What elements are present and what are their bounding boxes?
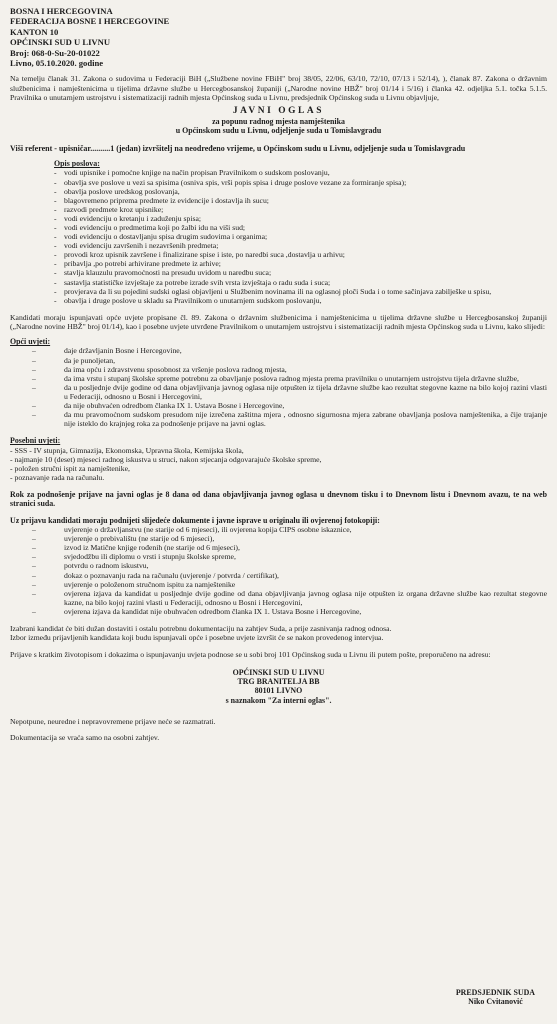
court-address [10,668,547,706]
selected-candidate-note: Izabrani kandidat će biti dužan dostaviti i ostalu potrebnu dokumentaciju na zahtjev Suda, a prije zasnivanja radnog odnosa. [10,624,392,634]
notice-title: JAVNI OGLAS [232,106,325,117]
list-item: - stavlja klauzulu pravomoćnosti na presudu uvidom u naredbu suca; [10,268,547,277]
list-item: - vodi evidenciju o predmetima koji po žalbi idu na viši sud; [10,223,547,232]
list-item: - blagovremeno priprema predmete iz evidencije i dostavlja ih sucu; [10,196,547,205]
list-item: - SSS - IV stupnja, Gimnazija, Ekonomska, Upravna škola, Kemijska škola, [10,445,244,455]
list-item: - vodi upisnike i pomoćne knjige na način propisan Pravilnikom o sudskom poslovanju, [10,168,547,177]
list-item: - vodi evidenciju o dostavljanju spisa drugim sudovima i organima; [10,232,547,241]
documents-heading: Uz prijavu kandidati moraju podnijeti slijedeće dokumente i javne isprave u originalu ili ovjerenoj fotokopiji: [10,515,380,525]
duties-list [10,168,547,304]
list-item: - vodi evidenciju završenih i nezavršenih predmeta; [10,241,547,250]
header-court: OPĆINSKI SUD U LIVNU [10,37,111,48]
documents-list [10,525,547,616]
list-item: - položen stručni ispit za namještenike, [10,463,130,473]
address-street: TRG BRANITELJA BB [237,677,320,687]
duties-section [10,159,547,168]
address-court-name: OPĆINSKI SUD U LIVNU [232,667,325,677]
list-item: – svjedodžbu ili diplomu o vrsti i stupnju školske spreme, [10,552,547,561]
general-conditions-list [10,346,547,428]
list-item: – izvod iz Matične knjige rođenih (ne starije od 6 mjeseci), [10,543,547,552]
list-item: – uvjerenje o prebivalištu (ne starije od 6 mjeseci), [10,534,547,543]
subtitle-line-2: u Općinskom sudu u Livnu, odjeljenje suda u Tomislavgradu [175,126,382,136]
list-item: - pribavlja ,po potrebi arhivirane predmete iz arhive; [10,259,547,268]
list-item: – da u posljednje dvije godine od dana objavljivanja javnog oglasa nije otpušten iz tijela državne službe kao rezultat stegovne kazne na bilo kojoj razini vlasti u Federaciji, odnosno u Bosni i Hercegovini, [10,383,547,401]
list-item: – da nije obuhvaćen odredbom članka IX 1. Ustava Bosne i Hercegovine, [10,401,547,410]
conditions-intro-paragraph: Kandidati moraju ispunjavati opće uvjete propisane čl. 89. Zakona o državnim službenicima i namještenicima u tijelima državne službe u Hercegbosanskoj županiji („Narodne novine HBŽ" broj 01/14), kao i posebne uvjete utvrđene Pravilnikom o unutarnjem ustrojstvu i sistematizaciji radnih mjesta Općinskog suda u Livnu, kako slijedi: [10,312,547,332]
list-item: – uvjerenje o položenom stručnom ispitu za namještenike [10,580,547,589]
list-item: - najmanje 10 (deset) mjeseci radnog iskustva u struci, nakon stjecanja odgovarajuće školske spreme, [10,454,322,464]
signature-name: Niko Cvitanović [468,997,523,1007]
address-city: 80101 LIVNO [254,686,303,696]
list-item: – dokaz o poznavanju rada na računalu (uvjerenje / potvrda / certifikat), [10,571,547,580]
signature-block [456,988,535,1007]
list-item: - obavlja poslove uredskog poslovanja, [10,187,547,196]
list-item: - provjerava da li su pojedini sudski oglasi objavljeni u Službenim novinama ili na oglasnoj ploči Suda i o tome sačinjava zabilješke u spisu, [10,287,547,296]
special-conditions-heading: Posebni uvjeti: [10,436,61,446]
submission-paragraph: Prijave s kratkim životopisom i dokazima o ispunjavanju uvjeta podnose se u sobi broj 101 Općinskog suda u Livnu ili putem pošte, preporučeno na adresu: [10,650,491,660]
selection-note: Izbor između prijavljenih kandidata koji budu ispunjavali opće i posebne uvjete izvršit će se nakon provedenog intervjua. [10,633,384,643]
notice-subtitle [10,117,547,136]
duties-heading: Opis poslova: [54,159,100,169]
special-conditions-list [10,446,547,482]
position-description: Viši referent - upisničar..........1 (jedan) izvršitelj na neodređeno vrijeme, u Općinskom sudu u Livnu, odjeljenje suda u Tomislavgradu [10,143,466,153]
signature-role: PREDSJEDNIK SUDA [455,988,535,997]
legal-basis-paragraph: Na temelju članak 31. Zakona o sudovima u Federaciji BiH („Službene novine FBiH" broj 38/05, 22/06, 63/10, 72/10, 07/13 i 52/14), ), članak 87. Zakona o državnim službenicima i namještenicima u tijelima državne službe u Hercegbosanskoj županiji („Narodne novine HBŽ" broj 01/14 i 5/16) i članka 42. odjeljka 5.1. točka 5.1.5. Pravilnika o unutarnjem ustrojstvu i sistematizaciji radnih mjesta Općinskog suda u Livnu, predsjednik Općinskog suda u Livnu objavljuje, [10,74,547,102]
list-item: - razvodi predmete kroz upisnike; [10,205,547,214]
general-conditions-heading: Opći uvjeti: [10,337,51,347]
list-item: – uvjerenje o državljanstvu (ne starije od 6 mjeseci), ili ovjerena kopija CIPS osobne iskaznice, [10,525,547,534]
list-item: – ovjerena izjava da kandidat nije obuhvaćen odredbom članka IX 1. Ustava Bosne i Hercegovine, [10,607,547,616]
address-marking: s naznakom "Za interni oglas". [225,695,332,705]
documents-return-note: Dokumentacija se vraća samo na osobni zahtjev. [10,733,160,743]
list-item: – da mu pravomoćnom sudskom presudom nije izrečena zaštitna mjera , odnosno sigurnosna mjera zabrane obavljanja poslova namještenika, a čije trajanje nije isteklo do krajnjeg roka za podnošenje prijave na javni oglas. [10,410,547,428]
list-item: - vodi evidenciju o kretanju i zaduženju spisa; [10,214,547,223]
header-canton: KANTON 10 [10,26,59,37]
subtitle-line-1: za popunu radnog mjesta namještenika [212,117,345,127]
header-date: Livno, 05.10.2020. godine [10,58,104,69]
list-item: - sastavlja statističke izvještaje za potrebe izrade svih vrsta izvještaja o radu suda i suca; [10,278,547,287]
list-item: – potvrdu o radnom iskustvu, [10,561,547,570]
list-item: – da ima opću i zdravstvenu sposobnost za vršenje poslova radnog mjesta, [10,365,547,374]
list-item: – da ima vrstu i stupanj školske spreme potrebnu za obavljanje poslova radnog mjesta prema pravilniku o unutarnjem ustrojstvu tijela državne službe, [10,374,547,383]
list-item: - obavlja i druge poslove u skladu sa Pravilnikom o unutarnjem sudskom poslovanju, [10,296,547,305]
list-item: – ovjerena izjava da kandidat u posljednje dvije godine od dana objavljivanja javnog oglasa nije otpušten iz organa državne službe kao rezultat stegovne kazne, na bilo kojoj razini vlasti u Federaciji, odnosno u Bosni i Hercegovini, [10,589,547,607]
list-item: - provodi kroz upisnik završene i finalizirane spise i iste, po naredbi suca ,dostavlja u arhivu; [10,250,547,259]
header-federation: FEDERACIJA BOSNE I HERCEGOVINE [10,16,170,27]
list-item: - poznavanje rada na računalu. [10,472,105,482]
incomplete-applications-note: Nepotpune, neuredne i nepravovremene prijave neće se razmatrati. [10,717,216,727]
list-item: - obavlja sve poslove u vezi sa spisima (osniva spis, vrši popis spisa i druge poslove vezane za formiranje spisa); [10,178,547,187]
header-reference-number: Broj: 068-0-Su-20-01022 [10,47,100,58]
deadline-paragraph: Rok za podnošenje prijave na javni oglas je 8 dana od dana objavljivanja javnog oglasa u dnevnom tisku i to Dnevnom listu i Dnevnom avazu, te na web stranici suda. [10,489,547,509]
court-header [10,6,547,68]
list-item: – daje državljanin Bosne i Hercegovine, [10,346,547,355]
list-item: – da je punoljetan, [10,356,547,365]
header-country: BOSNA I HERCEGOVINA [10,6,113,16]
